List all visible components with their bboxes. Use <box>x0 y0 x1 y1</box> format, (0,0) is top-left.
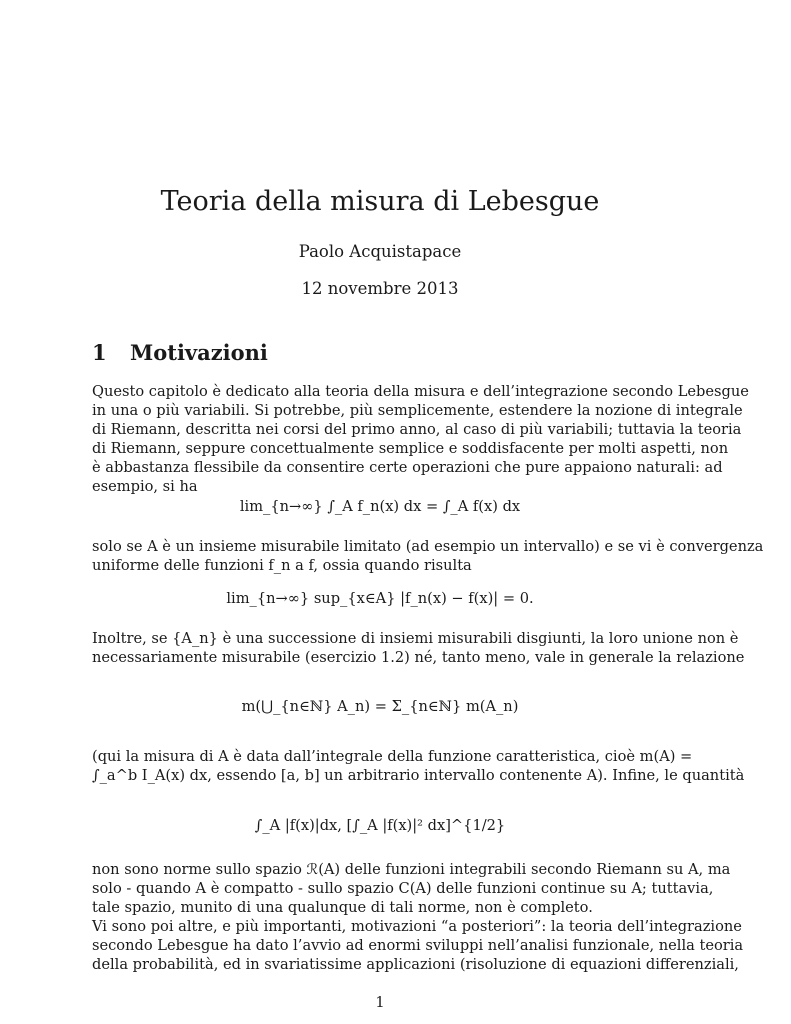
section-heading <box>92 340 268 365</box>
text-line: è abbastanza flessibile da consentire certe operazioni che pure appaiono naturali: ad <box>92 459 723 476</box>
document-author: Paolo Acquistapace <box>298 242 462 261</box>
text-line: solo se A è un insieme misurabile limitato (ad esempio un intervallo) e se vi è convergenza <box>92 538 764 555</box>
text-line: uniforme delle funzioni f_n a f, ossia quando risulta <box>92 557 472 574</box>
paragraph-uniform <box>92 537 764 575</box>
paragraph-aposteriori <box>92 917 744 974</box>
text-line: solo - quando A è compatto - sullo spazio C(A) delle funzioni continue su A; tuttavia, <box>92 880 714 897</box>
paragraph-norms <box>92 860 731 917</box>
text-line: esempio, si ha <box>92 478 198 495</box>
paragraph-union <box>92 629 745 667</box>
text-line: tale spazio, munito di una qualunque di tali norme, non è completo. <box>92 899 593 916</box>
document-date: 12 novembre 2013 <box>301 279 459 298</box>
equation-norms: ∫_A |f(x)|dx, [∫_A |f(x)|² dx]^{1/2} <box>254 817 506 834</box>
paragraph-intro <box>92 382 749 496</box>
text-line: Questo capitolo è dedicato alla teoria della misura e dell’integrazione secondo Lebesgue <box>92 383 749 400</box>
text-line: in una o più variabili. Si potrebbe, più semplicemente, estendere la nozione di integrale <box>92 402 743 419</box>
text-line: (qui la misura di A è data dall’integrale della funzione caratteristica, cioè m(A) = <box>92 748 693 765</box>
text-line: non sono norme sullo spazio ℛ(A) delle funzioni integrabili secondo Riemann su A, ma <box>92 861 731 878</box>
text-line: necessariamente misurabile (esercizio 1.2) né, tanto meno, vale in generale la relazione <box>92 649 745 666</box>
section-number: 1 <box>92 340 107 365</box>
equation-uniform-limit: lim_{n→∞} sup_{x∈A} |f_n(x) − f(x)| = 0. <box>226 590 534 607</box>
section-title: Motivazioni <box>130 340 268 365</box>
equation-measure-union: m(⋃_{n∈ℕ} A_n) = Σ_{n∈ℕ} m(A_n) <box>241 698 519 715</box>
text-line: ∫_a^b I_A(x) dx, essendo [a, b] un arbitrario intervallo contenente A). Infine, le quantità <box>92 767 745 784</box>
text-line: Inoltre, se {A_n} è una successione di insiemi misurabili disgiunti, la loro unione non è <box>92 630 739 647</box>
equation-limit-integral: lim_{n→∞} ∫_A f_n(x) dx = ∫_A f(x) dx <box>239 498 521 515</box>
paragraph-measure <box>92 747 745 785</box>
text-line: della probabilità, ed in svariatissime applicazioni (risoluzione di equazioni differenziali, <box>92 956 739 973</box>
document-title: Teoria della misura di Lebesgue <box>160 186 600 217</box>
page-number: 1 <box>375 994 385 1011</box>
text-line: secondo Lebesgue ha dato l’avvio ad enormi sviluppi nell’analisi funzionale, nella teoria <box>92 937 744 954</box>
text-line: Vi sono poi altre, e più importanti, motivazioni “a posteriori”: la teoria dell’integrazione <box>92 918 742 935</box>
text-line: di Riemann, seppure concettualmente semplice e soddisfacente per molti aspetti, non <box>92 440 729 457</box>
text-line: di Riemann, descritta nei corsi del primo anno, al caso di più variabili; tuttavia la teoria <box>92 421 742 438</box>
